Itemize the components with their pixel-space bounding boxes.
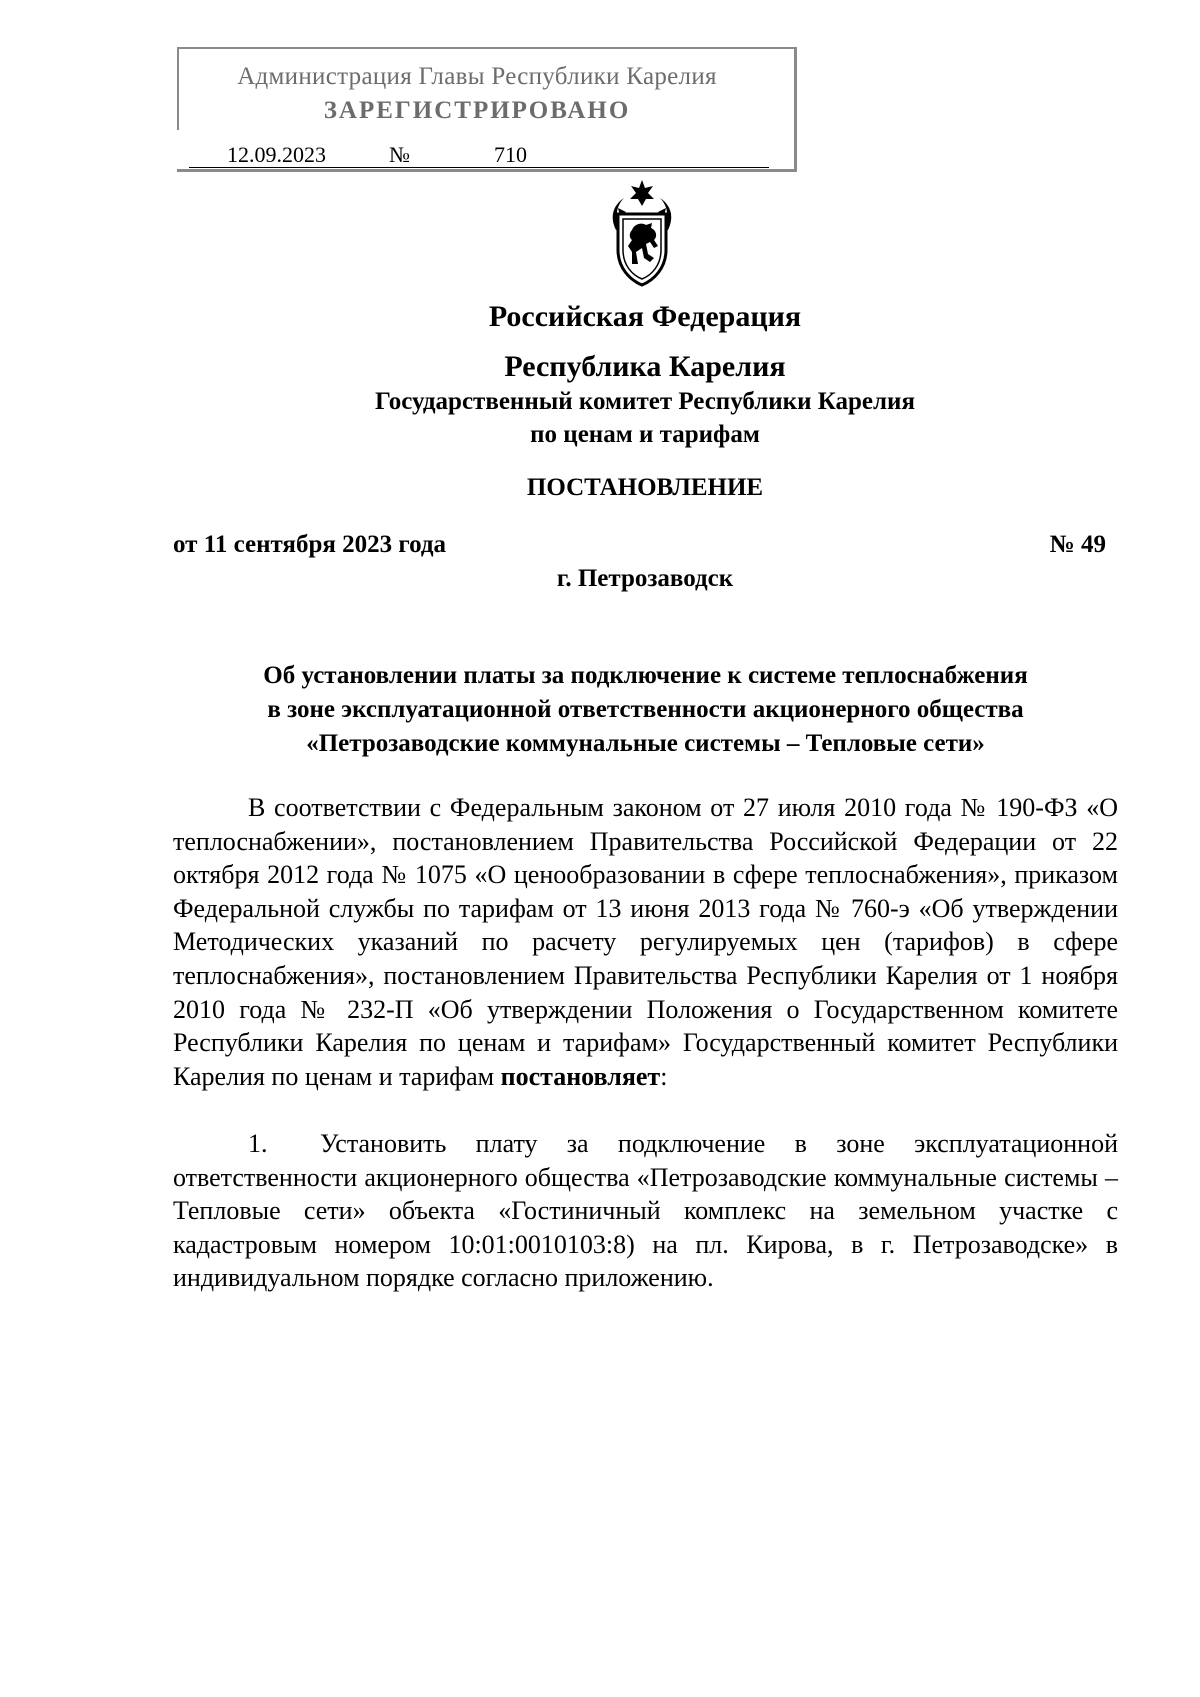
stamp-registration-line (189, 142, 774, 170)
stamp-registered: ЗАРЕГИСТРИРОВАНО (323, 97, 631, 124)
registration-stamp (177, 47, 797, 172)
document-number: № 49 (1049, 531, 1106, 558)
preamble-end: : (660, 1061, 668, 1091)
preamble-text: В соответствии с Федеральным законом от 27 июля 2010 года № 190-ФЗ «О теплоснабжении», постановлением Правительства Российской Федерации от 22 октября 2012 года № 1075 «О ценообразовании в сфере теплоснабжения», приказом Федеральной службы по тарифам от 13 июня 2013 года № 760-э «Об утверждении Методических указаний по расчету регулируемых цен (тарифов) в сфере теплоснабжения», постановлением Правительства Республики Карелия от 1 ноября 2010 года № 232-П «Об утверждении Положения о Государственном комитете Республики Карелия по ценам и тарифам» Государственный комитет Республики Карелия по ценам и тарифам (173, 793, 1118, 1091)
stamp-frame-top (177, 47, 797, 49)
stamp-authority: Администрация Главы Республики Карелия (237, 63, 717, 90)
committee-heading-line2: по ценам и тарифам (530, 421, 760, 448)
preamble-bold-word: постановляет (500, 1061, 661, 1091)
stamp-number-label: № (389, 142, 410, 167)
preamble-paragraph (173, 791, 1118, 1093)
item-1-paragraph (173, 1127, 1118, 1295)
stamp-number: 710 (494, 142, 527, 167)
document-type: ПОСТАНОВЛЕНИЕ (526, 474, 764, 501)
committee-heading-line1: Государственный комитет Республики Карелия (375, 388, 915, 415)
karelia-coat-of-arms-icon (596, 178, 688, 288)
item-1-number: 1. (248, 1129, 268, 1158)
document-date: от 11 сентября 2023 года (173, 531, 447, 558)
republic-heading: Республика Карелия (504, 350, 786, 383)
document-title-line1: Об установлении платы за подключение к системе теплоснабжения (263, 662, 1028, 689)
document-city: г. Петрозаводск (556, 565, 734, 592)
stamp-date: 12.09.2023 (227, 142, 326, 167)
stamp-frame-right (794, 47, 797, 172)
country-heading: Российская Федерация (488, 300, 802, 333)
document-title-line3: «Петрозаводские коммунальные системы – Тепловые сети» (306, 730, 985, 757)
document-title-line2: в зоне эксплуатационной ответственности акционерного общества (267, 696, 1024, 723)
item-1-text: Установить плату за подключение в зоне эксплуатационной ответственности акционерного общества «Петрозаводские коммунальные системы – Тепловые сети» объекта «Гостиничный комплекс на земельном участке с кадастровым номером 10:01:0010103:8) на пл. Кирова, в г. Петрозаводске» в индивидуальном порядке согласно приложению. (173, 1129, 1118, 1293)
